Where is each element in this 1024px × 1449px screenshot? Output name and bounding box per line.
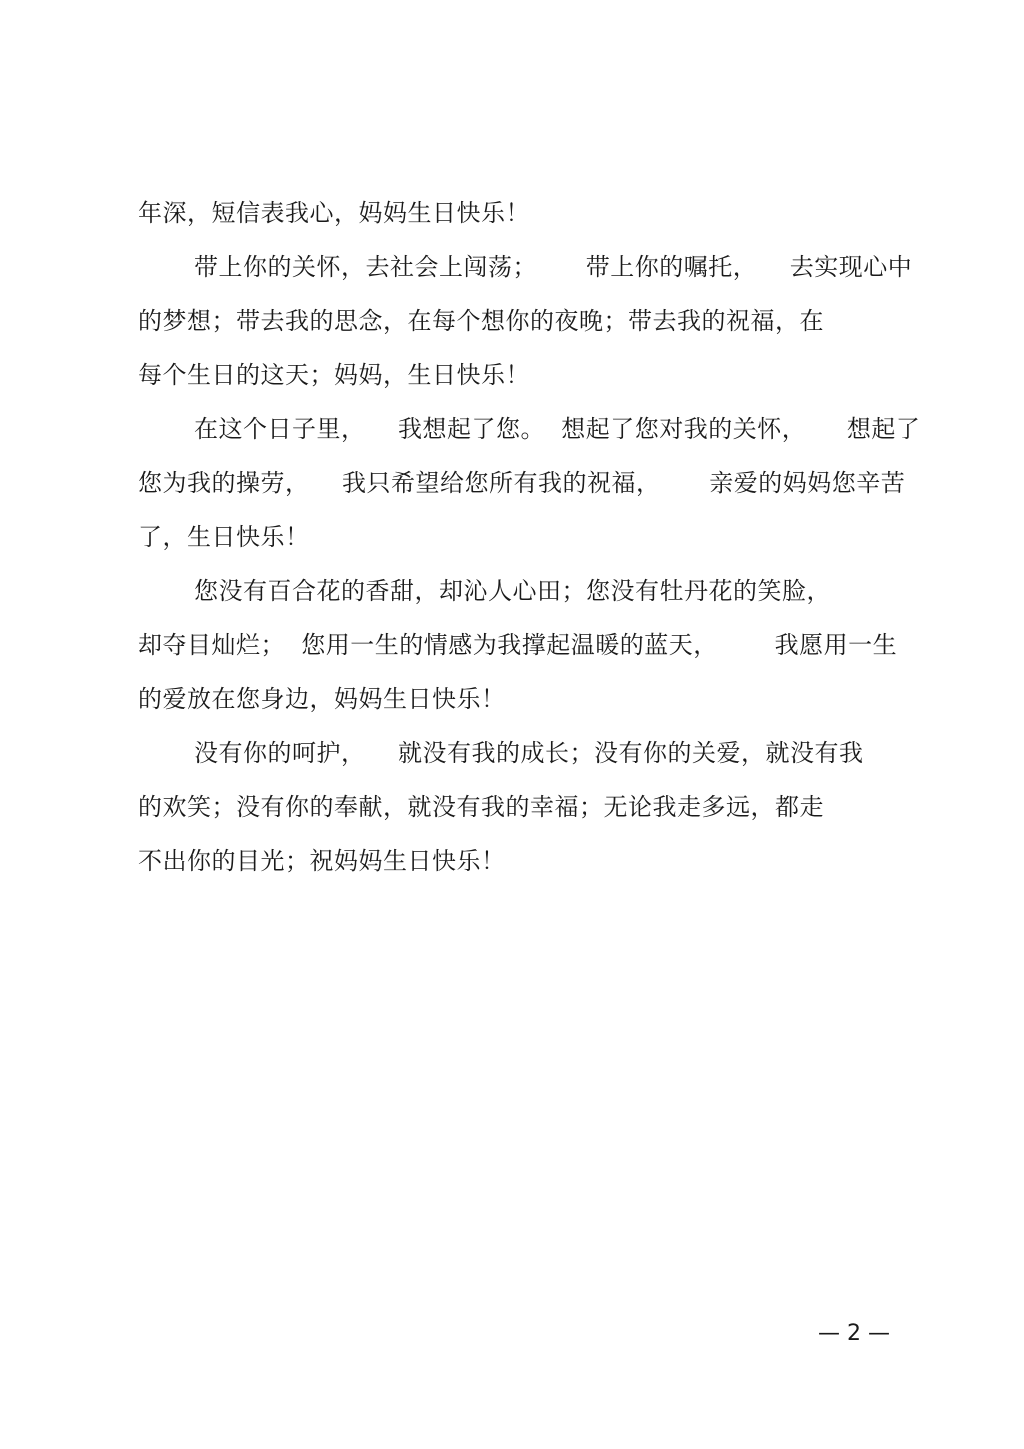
text-line: 却夺目灿烂； 您用一生的情感为我撑起温暖的蓝天， 我愿用一生	[138, 631, 898, 659]
text-line: 的欢笑；没有你的奉献，就没有我的幸福；无论我走多远，都走	[138, 793, 824, 821]
text-line: 您为我的操劳， 我只希望给您所有我的祝福， 亲爱的妈妈您辛苦	[138, 469, 906, 497]
text-line: 每个生日的这天；妈妈，生日快乐！	[138, 361, 530, 389]
text-line: 您没有百合花的香甜，却沁人心田；您没有牡丹花的笑脸，	[194, 577, 831, 605]
page-number: — 2 —	[818, 1321, 890, 1346]
text-line: 在这个日子里， 我想起了您。 想起了您对我的关怀， 想起了	[194, 415, 921, 443]
text-line: 的爱放在您身边，妈妈生日快乐！	[138, 685, 506, 713]
text-line: 没有你的呵护， 就没有我的成长；没有你的关爱，就没有我	[194, 739, 864, 767]
text-line: 不出你的目光；祝妈妈生日快乐！	[138, 847, 506, 875]
text-line: 的梦想；带去我的思念，在每个想你的夜晚；带去我的祝福，在	[138, 307, 824, 335]
text-line: 年深，短信表我心，妈妈生日快乐！	[138, 199, 530, 227]
text-line: 了，生日快乐！	[138, 523, 310, 551]
body-text	[138, 186, 921, 888]
text-line: 带上你的关怀，去社会上闯荡； 带上你的嘱托， 去实现心中	[194, 253, 913, 281]
